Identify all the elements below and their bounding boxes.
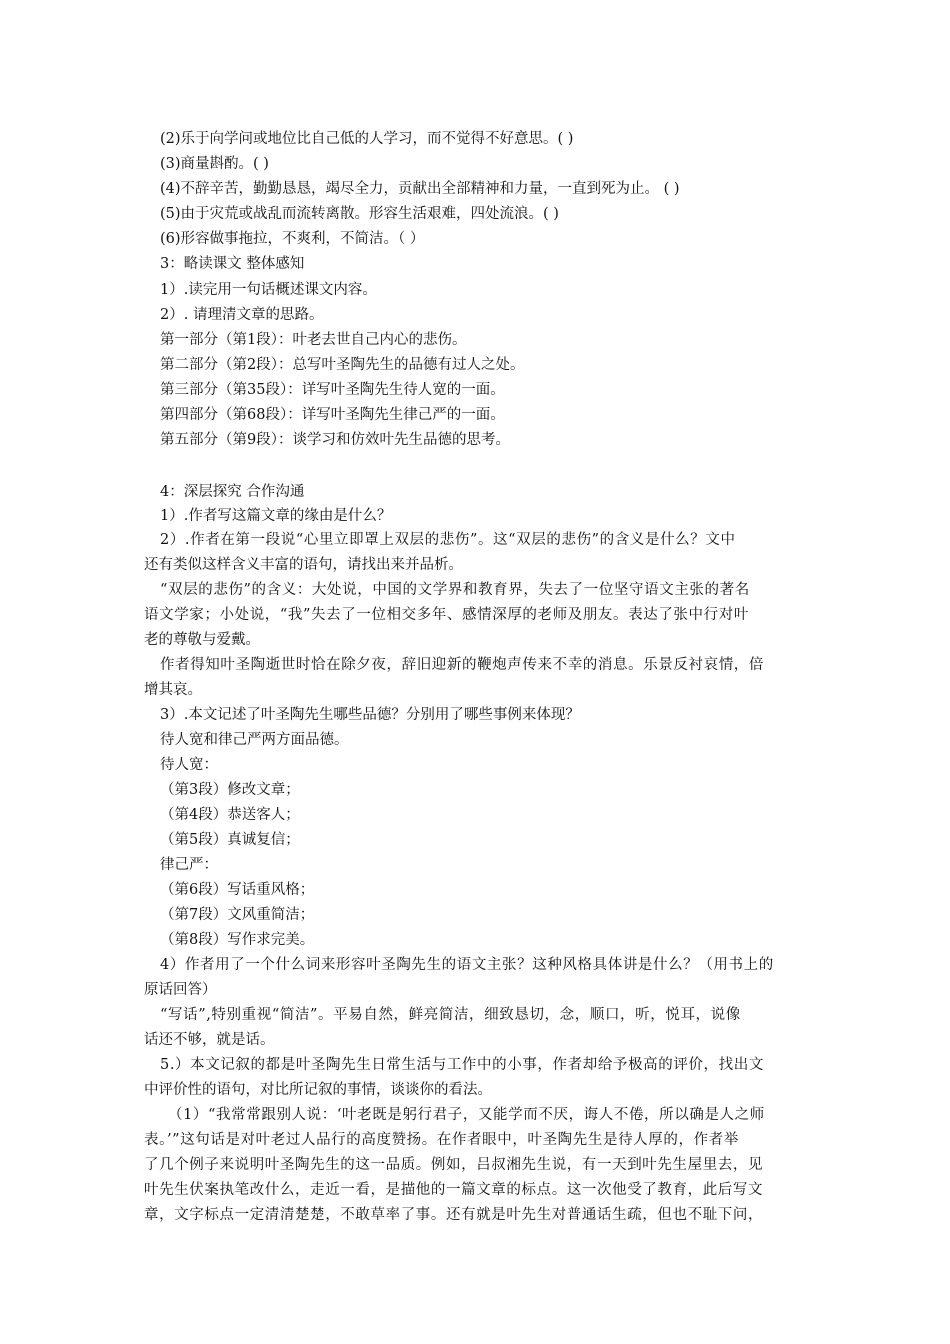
text-line: 原话回答） [144,982,217,998]
text-line: 1）.读完用一句话概述课文内容。 [160,282,377,298]
text-line: 章，文字标点一定清清楚楚，不敢草率了事。还有就是叶先生对普通话生疏，但也不耻下问， [144,1207,764,1223]
text-line: 第四部分（第68段）：详写叶圣陶先生律己严的一面。 [160,407,505,423]
text-line: （第3段）修改文章； [160,782,300,798]
text-line: 第二部分（第2段）：总写叶圣陶先生的品德有过人之处。 [160,357,525,373]
text-line: 作者得知叶圣陶逝世时恰在除夕夜，辞旧迎新的鞭炮声传来不幸的消息。乐景反衬哀情，倍 [160,657,764,673]
text-line: 第一部分（第1段）：叶老去世自己内心的悲伤。 [160,332,467,348]
text-line: 5.）本文记叙的都是叶圣陶先生日常生活与工作中的小事，作者却给予极高的评价，找出文 [160,1057,764,1073]
text-line: （第6段）写话重风格； [160,882,315,898]
text-line: 律己严： [160,857,218,873]
text-line: 老的尊敬与爱戴。 [144,632,260,648]
text-line: 第三部分（第35段）：详写叶圣陶先生待人宽的一面。 [160,382,505,398]
text-line: （第7段）文风重简洁； [160,907,315,923]
text-line: 表。’”这句话是对叶老过人品行的高度赞扬。在作者眼中，叶圣陶先生是待人厚的，作者举 [144,1132,739,1148]
text-line: 待人宽： [160,757,218,773]
text-line: “写话”,特别重视“简洁”。平易自然，鲜亮简洁，细致恳切，念，顺口，听，悦耳，说像 [160,1007,741,1023]
text-line: 3）.本文记述了叶圣陶先生哪些品德？分别用了哪些事例来体现？ [160,707,580,723]
text-line: 1）.作者写这篇文章的缘由是什么？ [160,508,392,524]
text-line: （1）“我常常跟别人说：‘叶老既是躬行君子，又能学而不厌，诲人不倦，所以确是人之师 [168,1107,765,1123]
text-line: 4）作者用了一个什么词来形容叶圣陶先生的语文主张？这种风格具体讲是什么？（用书上的 [160,957,774,973]
section-heading: 4：深层探究 合作沟通 [160,484,305,500]
text-line: 第五部分（第9段）：谈学习和仿效叶先生品德的思考。 [160,432,510,448]
text-line: 2）. 请理清文章的思路。 [160,307,324,323]
text-line: 了几个例子来说明叶圣陶先生的这一品质。例如，吕叔湘先生说，有一天到叶先生屋里去，见 [144,1157,764,1173]
text-line: (4)不辞辛苦，勤勤恳恳，竭尽全力，贡献出全部精神和力量，一直到死为止。 ( ) [160,181,680,197]
text-line: 叶先生伏案执笔改什么，走近一看，是描他的一篇文章的标点。这一次他受了教育，此后写文 [144,1182,764,1198]
text-line: （第4段）恭送客人； [160,807,300,823]
text-line: 话还不够，就是话。 [144,1032,275,1048]
text-line: 语文学家；小处说，“我”失去了一位相交多年、感情深厚的老师及朋友。表达了张中行对叶 [144,607,749,623]
text-line: 待人宽和律己严两方面品德。 [160,732,349,748]
text-line: 2）.作者在第一段说“心里立即罩上双层的悲伤”。这“双层的悲伤”的含义是什么？文中 [160,532,736,548]
section-heading: 3：略读课文 整体感知 [160,256,305,272]
text-line: (5)由于灾荒或战乱而流转离散。形容生活艰难，四处流浪。( ) [160,206,559,222]
text-line: 增其哀。 [144,682,202,698]
text-line: (6)形容做事拖拉，不爽利，不简洁。（ ） [160,231,425,247]
text-line: 还有类似这样含义丰富的语句，请找出来并品析。 [144,557,463,573]
text-line: （第8段）写作求完美。 [160,932,315,948]
text-line: “双层的悲伤”的含义：大处说，中国的文学界和教育界，失去了一位坚守语文主张的著名 [160,582,750,598]
text-line: （第5段）真诚复信； [160,832,300,848]
text-line: (2)乐于向学问或地位比自己低的人学习，而不觉得不好意思。( ) [160,131,574,147]
text-line: (3)商量斟酌。( ) [160,156,269,172]
text-line: 中评价性的语句，对比所记叙的事情，谈谈你的看法。 [144,1082,492,1098]
